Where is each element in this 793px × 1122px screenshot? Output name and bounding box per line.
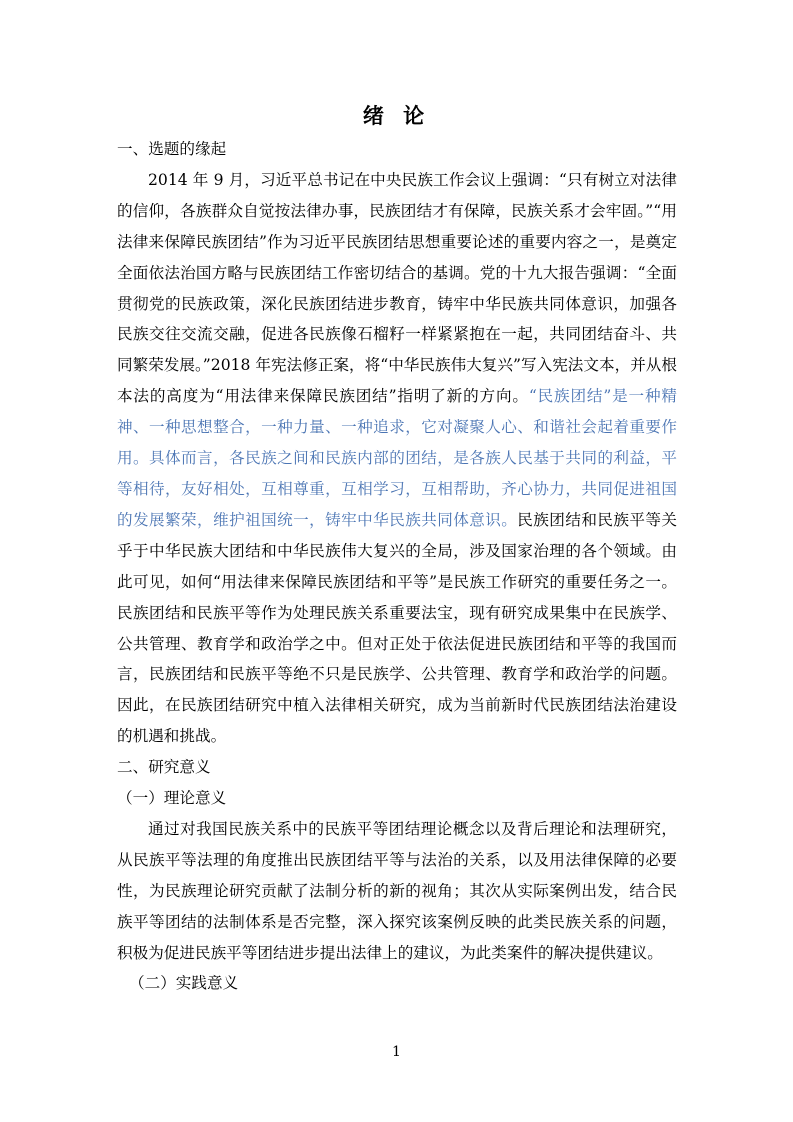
paragraph-origin (117, 165, 677, 752)
paragraph-origin-part2: 民族团结和民族平等关乎于中华民族大团结和中华民族伟大复兴的全局，涉及国家治理的各个领域。由此可见，如何“用法律来保障民族团结和平等”是民族工作研究的重要任务之一。民族团结和民族平等作为处理民族关系重要法宝，现有研究成果集中在民族学、公共管理、教育学和政治学之中。但对正处于依法促进民族团结和平等的我国而言，民族团结和民族平等绝不只是民族学、公共管理、教育学和政治学的问题。因此，在民族团结研究中植入法律相关研究，成为当前新时代民族团结法治建设的机遇和挑战。 (117, 510, 677, 746)
highlighted-text: “民族团结”是一种精神、一种思想整合，一种力量、一种追求，它对凝聚人心、和谐社会起着重要作用。具体而言，各民族之间和民族内部的团结，是各族人民基于共同的利益，平等相待，友好相处，互相尊重，互相学习，互相帮助，齐心协力，共同促进祖国的发展繁荣，维护祖国统一，铸牢中华民族共同体意识。 (117, 387, 677, 529)
subsection-heading-theory: （一）理论意义 (117, 789, 227, 808)
paragraph-origin-part1: 2014 年 9 月，习近平总书记在中央民族工作会议上强调：“只有树立对法律的信仰，各族群众自觉按法律办事，民族团结才有保障，民族关系才会牢固。”“用法律来保障民族团结”作为习近平民族团结思想重要论述的重要内容之一，是奠定全面依法治国方略与民族团结工作密切结合的基调。党的十九大报告强调：“全面贯彻党的民族政策，深化民族团结进步教育，铸牢中华民族共同体意识，加强各民族交往交流交融，促进各民族像石榴籽一样紧紧抱在一起，共同团结奋斗、共同繁荣发展。”2018 年宪法修正案，将“中华民族伟大复兴”写入宪法文本，并从根本法的高度为“用法律来保障民族团结”指明了新的方向。 (117, 170, 677, 406)
section-heading-significance: 二、研究意义 (117, 758, 211, 777)
paragraph-theory: 通过对我国民族关系中的民族平等团结理论概念以及背后理论和法理研究，从民族平等法理的角度推出民族团结平等与法治的关系，以及用法律保障的必要性，为民族理论研究贡献了法制分析的新的视角；其次从实际案例出发，结合民族平等团结的法制体系是否完整，深入探究该案例反映的此类民族关系的问题，积极为促进民族平等团结进步提出法律上的建议，为此类案件的解决提供建议。 (117, 819, 677, 962)
document-body (117, 134, 677, 999)
section-heading-origin: 一、选题的缘起 (117, 140, 227, 158)
subsection-heading-practice: （二）实践意义 (129, 974, 239, 993)
page-title: 绪 论 (362, 103, 431, 128)
page-number: 1 (392, 1044, 401, 1060)
